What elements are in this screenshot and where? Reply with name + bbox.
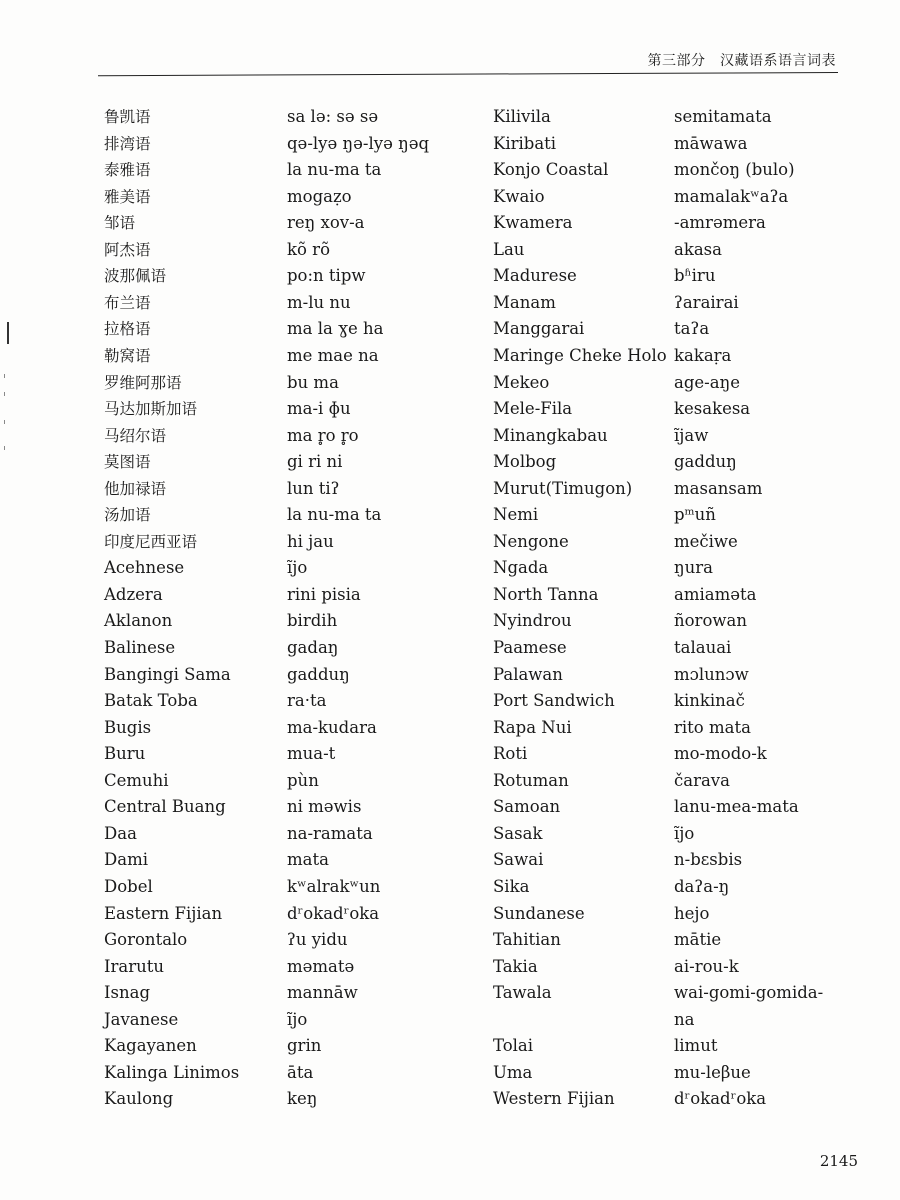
word-form-right: talauai xyxy=(674,638,732,657)
language-name-left: 拉格语 xyxy=(104,320,151,339)
word-form-right: limut xyxy=(674,1036,718,1056)
language-name-left: Daa xyxy=(104,823,137,843)
language-name-left: Buru xyxy=(104,744,146,764)
table-row xyxy=(0,637,900,663)
language-name-left: 泰雅语 xyxy=(104,161,151,180)
word-form-right: rito mata xyxy=(674,717,751,737)
table-row xyxy=(0,690,900,716)
language-name-left: 汤加语 xyxy=(104,506,151,525)
word-form-left: mua-t xyxy=(287,744,336,764)
word-form-left: bu ma xyxy=(287,372,339,392)
table-row xyxy=(0,504,900,530)
word-form-right: ŋura xyxy=(674,558,713,578)
word-form-right: ai-rou-k xyxy=(674,956,739,976)
table-row xyxy=(0,186,900,212)
table-row xyxy=(0,770,900,796)
word-form-right: čarava xyxy=(674,770,730,790)
table-row xyxy=(0,823,900,849)
language-name-left: 印度尼西亚语 xyxy=(104,532,198,551)
language-name-right: Madurese xyxy=(493,266,577,286)
language-name-right: Manggarai xyxy=(493,319,585,339)
language-name-left: Bugis xyxy=(104,717,152,737)
language-name-left: Dami xyxy=(104,850,148,870)
language-name-right: Palawan xyxy=(493,664,563,684)
word-form-right: hejo xyxy=(674,903,710,923)
language-name-left: 阿杰语 xyxy=(104,240,151,259)
word-form-left: āta xyxy=(287,1062,314,1082)
language-name-left: Dobel xyxy=(104,876,153,896)
word-form-left: ĩjo xyxy=(287,1009,308,1029)
language-name-right: Nengone xyxy=(493,531,569,551)
language-name-left: Cemuhi xyxy=(104,770,169,790)
table-row xyxy=(0,372,900,398)
language-name-left: 他加禄语 xyxy=(104,479,167,498)
table-row xyxy=(0,133,900,159)
table-row xyxy=(0,478,900,504)
word-form-left: mogaẓo xyxy=(287,186,352,206)
language-name-left: Bangingi Sama xyxy=(104,664,231,684)
word-form-left: kõ rõ xyxy=(287,239,330,259)
table-row xyxy=(0,584,900,610)
table-row xyxy=(0,956,900,982)
language-name-right: Paamese xyxy=(493,638,567,657)
language-name-right: Port Sandwich xyxy=(493,691,615,711)
page-number: 2145 xyxy=(819,1152,858,1170)
language-name-left: Irarutu xyxy=(104,956,165,976)
language-name-right: Mekeo xyxy=(493,372,550,392)
language-name-left: 鲁凯语 xyxy=(104,108,151,126)
table-row xyxy=(0,557,900,583)
word-form-left: hi jau xyxy=(287,531,334,551)
word-form-right: wai-gomi-gomida- xyxy=(674,983,824,1003)
language-name-left: 罗维阿那语 xyxy=(104,373,182,392)
language-name-left: 马达加斯加语 xyxy=(104,400,198,419)
table-row xyxy=(0,982,900,1008)
language-name-right: Ngada xyxy=(493,558,549,578)
table-row xyxy=(0,212,900,238)
word-form-right: daʔa-ŋ xyxy=(674,876,730,896)
word-form-right: ĩjaw xyxy=(674,425,709,445)
table-row xyxy=(0,292,900,318)
word-form-left: me mae na xyxy=(287,345,379,365)
language-name-left: Javanese xyxy=(104,1009,179,1029)
language-name-right: Konjo Coastal xyxy=(493,160,609,180)
language-name-right: Uma xyxy=(493,1062,533,1082)
language-name-right: Molbog xyxy=(493,452,557,472)
language-name-right: Tolai xyxy=(493,1036,534,1056)
word-form-right: kinkinač xyxy=(674,691,745,711)
word-form-left: pùn xyxy=(287,770,319,790)
word-form-right: taʔa xyxy=(674,319,710,339)
table-row xyxy=(0,451,900,477)
table-row xyxy=(0,849,900,875)
language-name-left: Isnag xyxy=(104,983,151,1003)
word-form-right: dʳokadʳoka xyxy=(674,1089,767,1109)
language-name-left: Kagayanen xyxy=(104,1036,197,1056)
word-form-left: birdih xyxy=(287,611,338,631)
language-name-right: Maringe Cheke Holo xyxy=(493,345,667,365)
word-form-left: qə-lyə ŋə-lyə ŋəq xyxy=(287,133,430,153)
table-row xyxy=(0,664,900,690)
word-form-right: mo-modo-k xyxy=(674,744,767,764)
language-name-right: Sika xyxy=(493,876,530,896)
table-row xyxy=(0,531,900,557)
language-name-left: 勒窝语 xyxy=(104,346,151,365)
table-row xyxy=(0,1062,900,1088)
word-form-left: ni məwis xyxy=(287,797,362,817)
language-name-left: Kaulong xyxy=(104,1089,174,1109)
language-name-right: Nemi xyxy=(493,505,539,525)
word-form-right: bʱiru xyxy=(674,266,716,286)
language-name-right: Kiribati xyxy=(493,133,557,153)
word-form-right: ñorowan xyxy=(674,611,747,631)
language-name-left: Gorontalo xyxy=(104,930,188,950)
word-form-right: na xyxy=(674,1009,695,1029)
word-form-left: gi ri ni xyxy=(287,452,343,472)
word-form-right: mončoŋ (bulo) xyxy=(674,160,795,180)
language-name-right: Murut(Timugon) xyxy=(493,478,633,498)
language-name-left: Central Buang xyxy=(104,797,226,817)
language-name-right: Tahitian xyxy=(493,930,561,950)
word-form-right: mečiwe xyxy=(674,531,738,551)
language-name-right: North Tanna xyxy=(493,584,599,604)
word-form-left: rini pisia xyxy=(287,584,361,604)
table-row xyxy=(0,1009,900,1035)
word-form-right: akasa xyxy=(674,239,722,259)
word-form-right: mātie xyxy=(674,930,722,950)
word-form-right: mamalakʷaʔa xyxy=(674,186,789,206)
word-form-left: kʷalrakʷun xyxy=(287,876,381,896)
table-row xyxy=(0,425,900,451)
table-row xyxy=(0,876,900,902)
language-name-right: Takia xyxy=(493,956,538,976)
table-row xyxy=(0,1088,900,1114)
word-form-left: grin xyxy=(287,1036,322,1056)
language-name-left: 雅美语 xyxy=(104,187,151,206)
language-name-right: Manam xyxy=(493,292,556,312)
word-form-right: mɔlunɔw xyxy=(674,664,749,684)
language-name-right: Tawala xyxy=(493,983,552,1003)
word-form-right: masansam xyxy=(674,478,763,498)
word-form-right: kesakesa xyxy=(674,399,751,419)
language-name-left: Batak Toba xyxy=(104,691,198,711)
language-name-left: Eastern Fijian xyxy=(104,903,223,923)
language-name-left: 布兰语 xyxy=(104,293,151,312)
word-form-right: ĩjo xyxy=(674,823,695,843)
word-form-left: po:n tipw xyxy=(287,266,366,286)
table-row xyxy=(0,929,900,955)
word-form-left: keŋ xyxy=(287,1089,318,1109)
word-form-left: mata xyxy=(287,850,329,870)
word-form-right: pᵐuñ xyxy=(674,505,716,525)
word-form-left: ma r̥o r̥o xyxy=(287,425,359,445)
table-row xyxy=(0,159,900,185)
table-row xyxy=(0,743,900,769)
language-name-right: Sundanese xyxy=(493,903,585,923)
table-row xyxy=(0,903,900,929)
word-form-right: kakaṛa xyxy=(674,345,732,365)
table-row xyxy=(0,796,900,822)
word-form-left: la nu-ma ta xyxy=(287,160,382,180)
word-form-left: sa lə: sə sə xyxy=(287,107,379,126)
word-form-left: ĩjo xyxy=(287,558,308,578)
table-row xyxy=(0,398,900,424)
language-name-right: Sawai xyxy=(493,850,544,870)
language-name-left: 马绍尔语 xyxy=(104,426,167,445)
word-form-left: mannāw xyxy=(287,983,358,1003)
word-form-left: ʔu yidu xyxy=(287,930,348,950)
language-name-left: 排湾语 xyxy=(104,134,151,153)
language-name-right: Western Fijian xyxy=(493,1089,615,1109)
word-form-left: m-lu nu xyxy=(287,292,351,312)
word-form-right: mu-leβue xyxy=(674,1062,751,1082)
word-form-left: na-ramata xyxy=(287,823,373,843)
word-form-right: gadduŋ xyxy=(674,452,737,472)
language-name-right: Lau xyxy=(493,239,525,259)
language-name-left: Adzera xyxy=(104,584,163,604)
table-row xyxy=(0,345,900,371)
table-row xyxy=(0,610,900,636)
word-form-left: lun tiʔ xyxy=(287,478,340,498)
word-form-left: ma-kudara xyxy=(287,717,377,737)
word-form-right: age-aŋe xyxy=(674,372,740,392)
word-form-left: ma la ɣe ha xyxy=(287,319,384,339)
word-form-right: ʔarairai xyxy=(674,292,739,312)
language-name-left: Acehnese xyxy=(104,558,185,578)
word-form-left: məmatə xyxy=(287,956,355,976)
word-form-left: gadaŋ xyxy=(287,638,339,657)
language-name-right: Minangkabau xyxy=(493,425,608,445)
word-form-right: n-bɛsbis xyxy=(674,850,743,870)
table-row xyxy=(0,265,900,291)
language-name-right: Roti xyxy=(493,744,528,764)
language-name-left: Balinese xyxy=(104,638,176,657)
language-name-right: Rapa Nui xyxy=(493,717,572,737)
language-name-left: 莫图语 xyxy=(104,453,151,472)
word-form-left: reŋ xov-a xyxy=(287,213,365,233)
word-form-left: ma-i ɸu xyxy=(287,399,351,419)
language-name-right: Sasak xyxy=(493,823,543,843)
word-form-left: la nu-ma ta xyxy=(287,505,382,525)
table-row xyxy=(0,106,900,132)
word-form-left: dʳokadʳoka xyxy=(287,903,380,923)
language-name-right: Mele-Fila xyxy=(493,399,573,419)
language-name-right: Kilivila xyxy=(493,107,551,126)
language-name-right: Samoan xyxy=(493,797,561,817)
word-form-left: gadduŋ xyxy=(287,664,350,684)
word-form-right: semitamata xyxy=(674,107,772,126)
running-header: 第三部分 汉藏语系语言词表 xyxy=(647,53,836,69)
language-name-right: Kwaio xyxy=(493,186,545,206)
word-form-right: māwawa xyxy=(674,133,748,153)
table-row xyxy=(0,239,900,265)
word-form-right: amiaməta xyxy=(674,584,757,604)
language-name-right: Rotuman xyxy=(493,770,569,790)
language-name-left: 邹语 xyxy=(104,214,136,233)
word-form-right: -amrəmera xyxy=(674,213,766,233)
word-form-right: lanu-mea-mata xyxy=(674,797,799,817)
language-name-right: Kwamera xyxy=(493,213,573,233)
language-name-left: Aklanon xyxy=(104,611,173,631)
word-form-left: ra·ta xyxy=(287,691,327,711)
table-row xyxy=(0,1035,900,1061)
table-row xyxy=(0,318,900,344)
table-row xyxy=(0,717,900,743)
language-name-left: 波那佩语 xyxy=(104,267,167,286)
language-name-left: Kalinga Linimos xyxy=(104,1062,240,1082)
language-name-right: Nyindrou xyxy=(493,611,572,631)
